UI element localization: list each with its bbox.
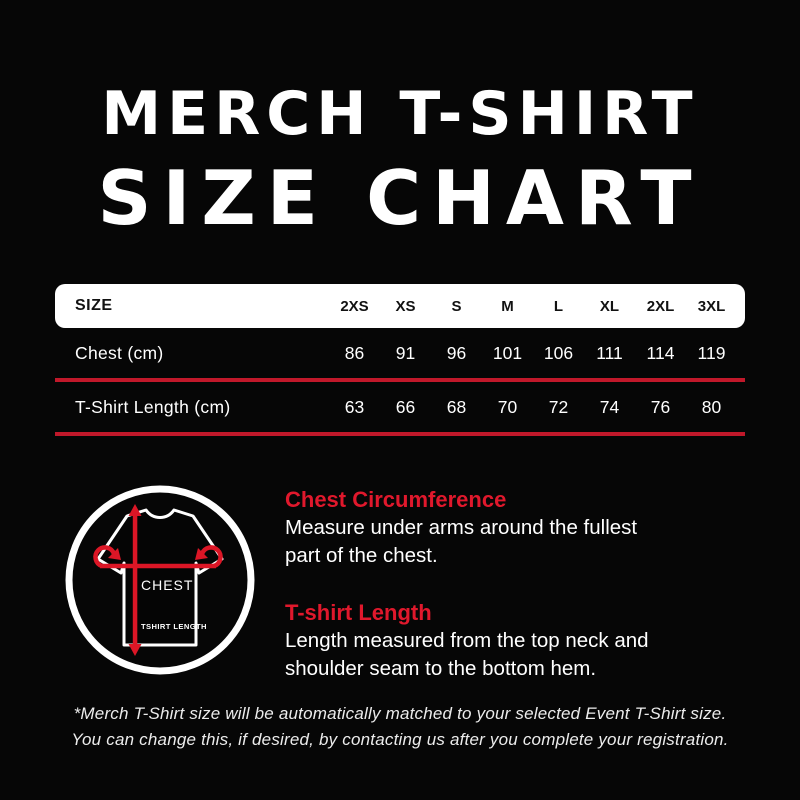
footnote (0, 701, 800, 754)
chest-value: 86 (344, 342, 365, 363)
chest-row-label: Chest (cm) (75, 342, 164, 363)
footnote-line: You can change this, if desired, by contacting us after you complete your registration. (71, 730, 729, 750)
length-value: 74 (599, 396, 620, 417)
measure-info-column (285, 486, 745, 683)
size-col-xs: XS (395, 297, 416, 315)
info-block-length (285, 599, 745, 683)
length-description-line: Length measured from the top neck and (285, 628, 649, 652)
chest-circumference-heading: Chest Circumference (285, 487, 507, 512)
tshirt-length-heading: T-shirt Length (285, 600, 432, 626)
chest-value: 106 (543, 342, 574, 363)
size-col-2xs: 2XS (340, 297, 369, 315)
title-line-merch-tshirt: MERCH T-SHIRT (101, 79, 699, 149)
chest-value: 111 (596, 342, 623, 363)
length-value: 66 (395, 396, 416, 417)
length-description-line: shoulder seam to the bottom hem. (285, 656, 597, 680)
length-value: 76 (650, 396, 671, 417)
poster-title (0, 79, 800, 242)
length-value: 63 (344, 396, 365, 417)
header-size-label: SIZE (75, 297, 113, 314)
chest-value: 119 (697, 342, 726, 363)
length-value: 80 (701, 396, 722, 417)
tshirt-measurement-icon (62, 482, 258, 678)
chest-description-line: Measure under arms around the fullest (285, 515, 638, 539)
length-row-label: T-Shirt Length (cm) (75, 396, 231, 417)
size-col-l: L (553, 297, 564, 315)
size-col-xl: XL (599, 297, 620, 315)
diagram-chest-label: CHEST (141, 577, 194, 593)
title-line-size-chart: SIZE CHART (97, 154, 703, 242)
size-col-3xl: 3XL (697, 297, 726, 315)
size-table (55, 284, 745, 436)
chest-value: 96 (446, 342, 467, 363)
size-col-m: M (501, 297, 514, 315)
footnote-line: *Merch T-Shirt size will be automatically matched to your selected Event T-Shirt size. (73, 704, 727, 723)
chest-value: 114 (646, 342, 675, 363)
size-col-s: S (451, 297, 462, 315)
diagram-length-label: TSHIRT LENGTH (141, 622, 207, 631)
size-col-2xl: 2XL (646, 297, 675, 315)
length-value: 70 (497, 396, 518, 417)
length-value: 68 (446, 396, 467, 417)
chest-value: 101 (492, 342, 523, 363)
info-block-chest (285, 486, 745, 570)
table-row-chest (55, 328, 745, 382)
table-row-length (55, 382, 745, 436)
chest-value: 91 (395, 342, 416, 363)
table-header-row (55, 284, 745, 328)
chest-description-line: part of the chest. (285, 543, 438, 567)
length-value: 72 (548, 396, 569, 417)
